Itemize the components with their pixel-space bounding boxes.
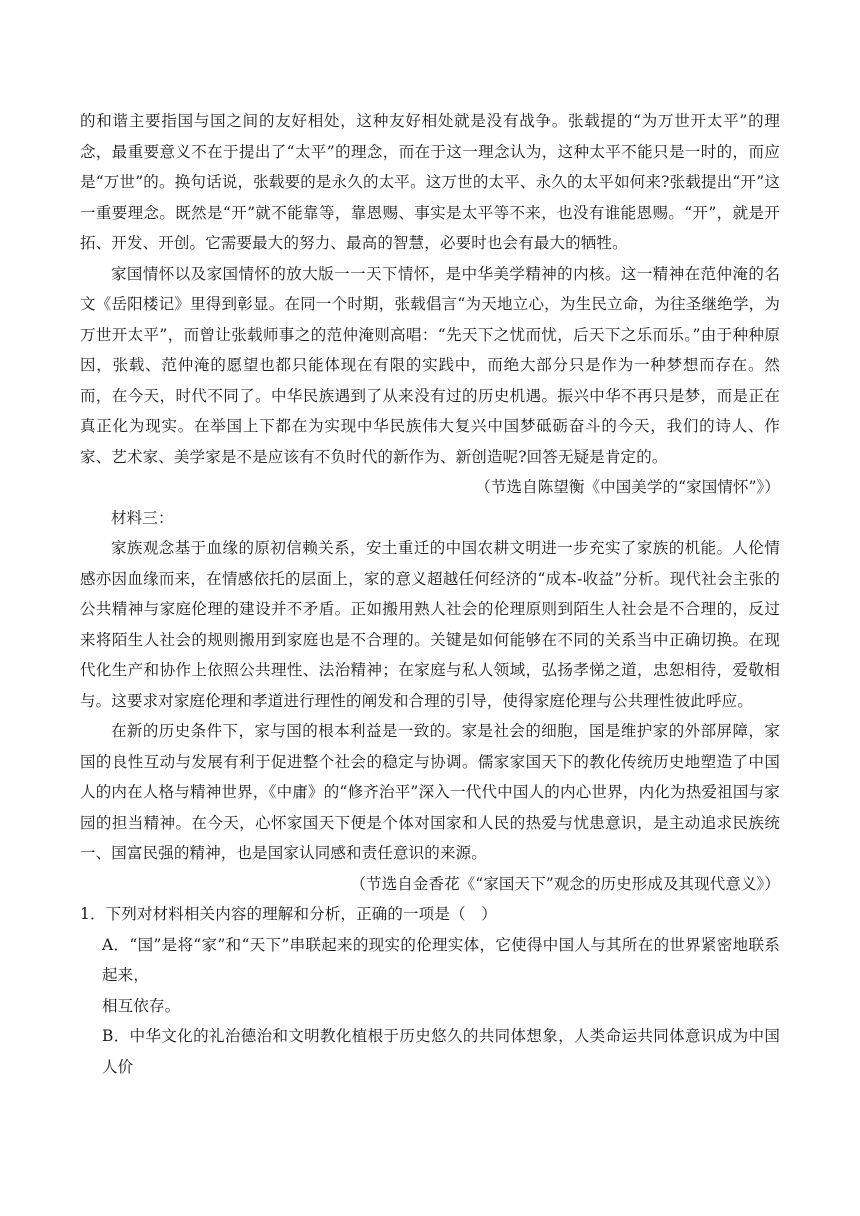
source-citation-3: （节选自金香花《“家国天下”观念的历史形成及其现代意义》） [350,874,780,893]
paragraph-2: 家国情怀以及家国情怀的放大版一一天下情怀，是中华美学精神的内核。这一精神在范仲淹的名文《岳阳楼记》里得到彰显。在同一个时期，张载倡言“为天地立心，为生民立命，为往圣继绝学，为万世开太平”，而曾让张载师事之的范仲淹则高唱：“先天下之忧而忧，后天下之乐而乐。”由于种种原因，张载、范仲淹的愿望也都只能体现在有限的实践中，而绝大部分只是作为一种梦想而存在。然而，在今天，时代不同了。中华民族遇到了从来没有过的历史机遇。振兴中华不再只是梦，而是正在真正化为现实。在举国上下都在为实现中华民族伟大复兴中国梦砥砺奋斗的今天，我们的诗人、作家、艺术家、美学家是不是应该有不负时代的新作为、新创造呢?回答无疑是肯定的。 [80,264,780,466]
paragraph-1: 的和谐主要指国与国之间的友好相处，这种友好相处就是没有战争。张载提的“为万世开太平”的理念，最重要意义不在于提出了“太平”的理念，而在于这一理念认为，这种太平不能只是一时的，而应是“万世”的。换句话说，张载要的是永久的太平。这万世的太平、永久的太平如何来?张载提出“开”这一重要理念。既然是“开”就不能靠等，靠恩赐、事实是太平等不来，也没有谁能恩赐。“开”，就是开拓、开发、开创。它需要最大的努力、最高的智慧，必要时也会有最大的牺牲。 [80,112,780,252]
source-citation-2: （节选自陈望衡《中国美学的“家国情怀”》） [475,478,780,496]
paragraph-4: 在新的历史条件下，家与国的根本利益是一致的。家是社会的细胞，国是维护家的外部屏障，家国的良性互动与发展有利于促进整个社会的稳定与协调。儒家家国天下的教化传统历史地塑造了中国人的内在人格与精神世界，《中庸》的“修齐治平”深入一代代中国人的内心世界，内化为热爱祖国与家园的担当精神。在今天，心怀家国天下便是个体对国家和人民的热爱与忧患意识，是主动追求民族统一、国富民强的精神，也是国家认同感和责任意识的来源。 [80,722,780,862]
question-1-option-a: A．“国”是将“家”和“天下”串联起来的现实的伦理实体，它使得中国人与其所在的世界紧密地联系起来， [102,935,780,984]
question-1-option-b: B．中华文化的礼治德治和文明教化植根于历史悠久的共同体想象，人类命运共同体意识成为中国人价 [102,1027,780,1076]
question-1-stem: 1．下列对材料相关内容的理解和分析，正确的一项是（ ） [80,905,497,923]
document-page [80,106,780,1082]
paragraph-3: 家族观念基于血缘的原初信赖关系，安土重迁的中国农耕文明进一步充实了家族的机能。人伦情感亦因血缘而来，在情感依托的层面上，家的意义超越任何经济的“成本-收益”分析。现代社会主张的公共精神与家庭伦理的建设并不矛盾。正如搬用熟人社会的伦理原则到陌生人社会是不合理的，反过来将陌生人社会的规则搬用到家庭也是不合理的。关键是如何能够在不同的关系当中正确切换。在现代化生产和协作上依照公共理性、法治精神；在家庭与私人领域，弘扬孝悌之道，忠恕相待，爱敬相与。这要求对家庭伦理和孝道进行理性的阐发和合理的引导，使得家庭伦理与公共理性彼此呼应。 [80,539,780,710]
material-3-label: 材料三： [111,508,174,527]
question-1-option-a-continued: 相互依存。 [102,996,181,1015]
